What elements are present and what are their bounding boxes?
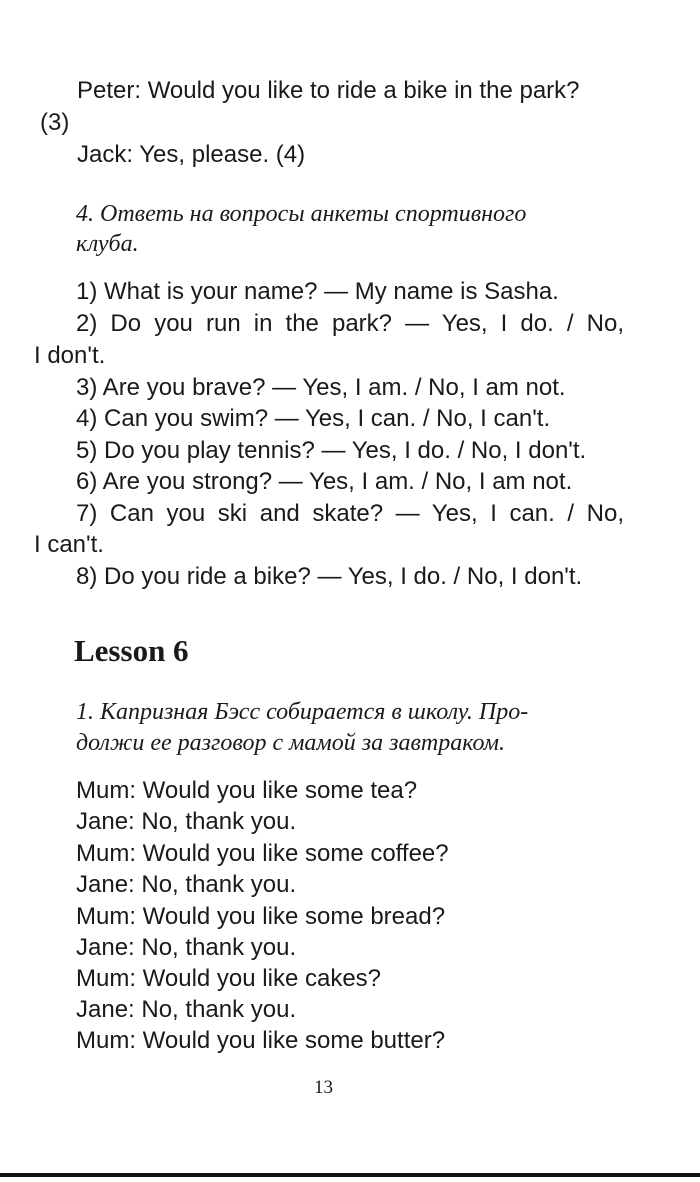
task-4-title: 4. Ответь на вопросы анкеты спортивного [76, 201, 527, 227]
dialog-line-jack: Jack: Yes, please. (4) [77, 141, 306, 168]
dialog-line: Jane: No, thank you. [76, 996, 297, 1023]
dialog-line: Mum: Would you like some tea? [76, 777, 418, 804]
answer-8: 8) Do you ride a bike? — Yes, I do. / No, I don't. [76, 563, 583, 590]
answer-2-continued: I don't. [34, 342, 106, 369]
answer-3: 3) Are you brave? — Yes, I am. / No, I am not. [76, 374, 566, 401]
answer-7: 7) Can you ski and skate? — Yes, I can. / No, [76, 500, 624, 527]
lesson-heading: Lesson 6 [74, 633, 189, 668]
dialog-line: Jane: No, thank you. [76, 934, 297, 961]
answer-7-continued: I can't. [34, 531, 104, 558]
dialog-line: Mum: Would you like some butter? [76, 1027, 446, 1054]
dialog-line-peter: Peter: Would you like to ride a bike in the park? [77, 77, 580, 104]
answer-5: 5) Do you play tennis? — Yes, I do. / No, I don't. [76, 437, 587, 464]
dialog-line: Mum: Would you like some coffee? [76, 840, 449, 867]
task-1-title: 1. Капризная Бэсс собирается в школу. Про- [76, 699, 529, 725]
dialog-line: Mum: Would you like cakes? [76, 965, 382, 992]
page-number: 13 [314, 1077, 333, 1098]
answer-2: 2) Do you run in the park? — Yes, I do. / No, [76, 310, 624, 337]
answer-4: 4) Can you swim? — Yes, I can. / No, I can't. [76, 405, 551, 432]
dialog-line: Mum: Would you like some bread? [76, 903, 446, 930]
answer-6: 6) Are you strong? — Yes, I am. / No, I am not. [76, 468, 573, 495]
dialog-line: Jane: No, thank you. [76, 808, 297, 835]
dialog-line: Jane: No, thank you. [76, 871, 297, 898]
dialog-number: (3) [40, 109, 70, 136]
page-bottom-edge [0, 1173, 700, 1177]
task-1-title-continued: должи ее разговор с мамой за завтраком. [76, 730, 505, 756]
answer-1: 1) What is your name? — My name is Sasha. [76, 278, 559, 305]
task-4-title-continued: клуба. [76, 231, 139, 257]
